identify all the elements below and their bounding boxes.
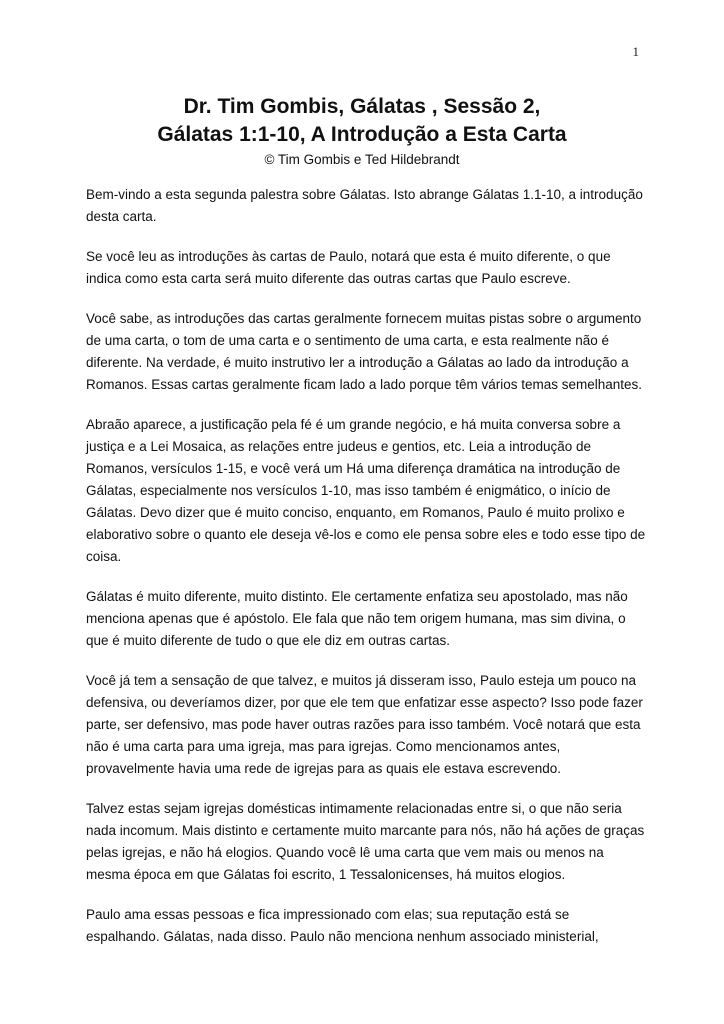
copyright-notice: © Tim Gombis e Ted Hildebrandt — [264, 152, 460, 167]
document-title-line-2: Gálatas 1:1-10, A Introdução a Esta Carta — [157, 123, 567, 146]
paragraph: Talvez estas sejam igrejas domésticas intimamente relacionadas entre si, o que não seria nada incomum. Mais distinto e certamente muito marcante para nós, não há ações de graças pelas igrejas, e não há elogios. Quando você lê uma carta que vem mais ou menos na mesma época em que Gálatas foi escrito, 1 Tessalonicenses, há muitos elogios. — [86, 801, 645, 882]
page-number: 1 — [632, 44, 639, 59]
paragraph: Bem-vindo a esta segunda palestra sobre Gálatas. Isto abrange Gálatas 1.1-10, a introdução desta carta. — [86, 187, 643, 224]
title-block — [0, 93, 724, 169]
paragraph: Gálatas é muito diferente, muito distinto. Ele certamente enfatiza seu apostolado, mas não menciona apenas que é apóstolo. Ele fala que não tem origem humana, mas sim divina, o que é muito diferente de tudo o que ele diz em outras cartas. — [86, 589, 628, 648]
document-title-line-1: Dr. Tim Gombis, Gálatas , Sessão 2, — [183, 95, 541, 118]
paragraph: Se você leu as introduções às cartas de Paulo, notará que esta é muito diferente, o que indica como esta carta será muito diferente das outras cartas que Paulo escreve. — [86, 249, 611, 286]
paragraph: Você sabe, as introduções das cartas geralmente fornecem muitas pistas sobre o argumento de uma carta, o tom de uma carta e o sentimento de uma carta, e esta realmente não é diferente. Na verdade, é muito instrutivo ler a introdução a Gálatas ao lado da introdução a Romanos. Essas cartas geralmente ficam lado a lado porque têm vários temas semelhantes. — [86, 311, 643, 392]
paragraph: Você já tem a sensação de que talvez, e muitos já disseram isso, Paulo esteja um pouco na defensiva, ou deveríamos dizer, por que ele tem que enfatizar esse aspecto? Isso pode fazer parte, ser defensivo, mas pode haver outras razões para isso também. Você notará que esta não é uma carta para uma igreja, mas para igrejas. Como mencionamos antes, provavelmente havia uma rede de igrejas para as quais ele estava escrevendo. — [86, 673, 643, 776]
paragraph: Paulo ama essas pessoas e fica impressionado com elas; sua reputação está se espalhando. Gálatas, nada disso. Paulo não menciona nenhum associado ministerial, — [86, 907, 599, 944]
document-body — [86, 184, 646, 966]
paragraph: Abraão aparece, a justificação pela fé é um grande negócio, e há muita conversa sobre a justiça e a Lei Mosaica, as relações entre judeus e gentios, etc. Leia a introdução de Romanos, versículos 1-15, e você verá um Há uma diferença dramática na introdução de Gálatas, especialmente nos versículos 1-10, mas isso também é enigmático, o início de Gálatas. Devo dizer que é muito conciso, enquanto, em Romanos, Paulo é muito prolixo e elaborativo sobre o quanto ele deseja vê-los e como ele pensa sobre eles e todo esse tipo de coisa. — [86, 417, 646, 564]
